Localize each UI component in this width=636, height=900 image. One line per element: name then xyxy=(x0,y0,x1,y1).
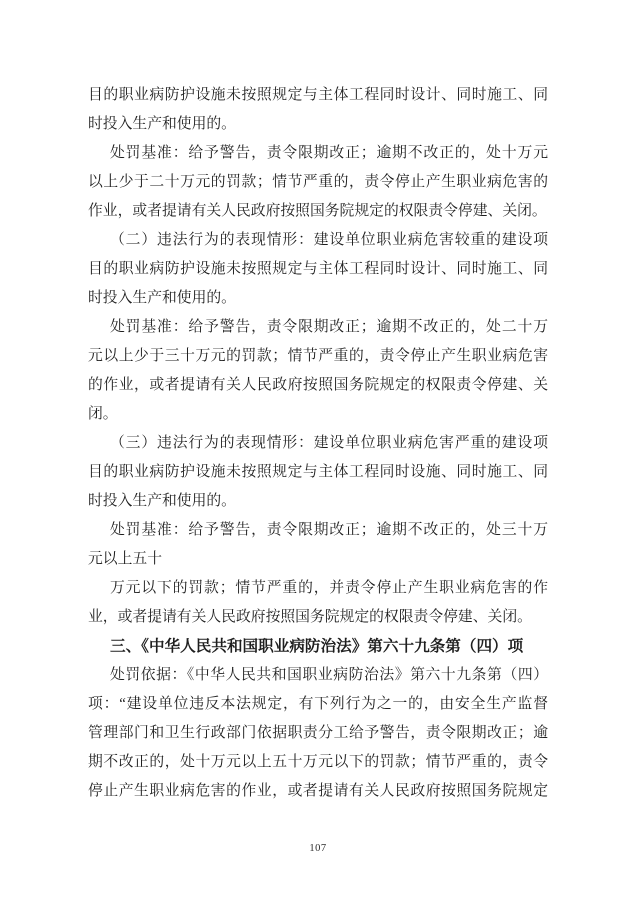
text-line: 目的职业病防护设施未按照规定与主体工程同时设计、同时施工、同 xyxy=(88,261,548,277)
text-line: 处罚依据：《中华人民共和国职业病防治法》第六十九条第（四） xyxy=(110,667,548,683)
section-heading: 三、《中华人民共和国职业病防治法》第六十九条第（四）项 xyxy=(110,638,524,655)
text-line: （三）违法行为的表现情形：建设单位职业病危害严重的建设项 xyxy=(110,435,548,451)
text-line: 的作业，或者提请有关人民政府按照国务院规定的权限责令停建、关 xyxy=(88,377,548,393)
text-line: 时投入生产和使用的。 xyxy=(88,116,236,132)
page-footer xyxy=(0,838,636,856)
text-line: 处罚基准：给予警告，责令限期改正；逾期不改正的，处三十万 xyxy=(110,522,548,538)
text-line: 闭。 xyxy=(88,406,118,422)
text-line: 项：“建设单位违反本法规定，有下列行为之一的，由安全生产监督 xyxy=(88,696,548,712)
text-line: 万元以下的罚款；情节严重的，并责令停止产生职业病危害的作 xyxy=(110,580,548,596)
text-line: 管理部门和卫生行政部门依据职责分工给予警告，责令限期改正；逾 xyxy=(88,725,548,741)
text-line: 元以上五十 xyxy=(88,551,162,567)
text-line: 期不改正的，处十万元以上五十万元以下的罚款；情节严重的，责令 xyxy=(88,754,548,770)
page-number: 107 xyxy=(309,843,327,854)
text-line: 停止产生职业病危害的作业，或者提请有关人民政府按照国务院规定 xyxy=(88,783,548,799)
text-line: 时投入生产和使用的。 xyxy=(88,493,236,509)
text-line: 处罚基准：给予警告，责令限期改正；逾期不改正的，处十万元 xyxy=(110,145,548,161)
text-line: 目的职业病防护设施未按照规定与主体工程同时设计、同时施工、同 xyxy=(88,87,548,103)
text-line: 处罚基准：给予警告，责令限期改正；逾期不改正的，处二十万 xyxy=(110,319,548,335)
text-line: 时投入生产和使用的。 xyxy=(88,290,236,306)
text-line: 作业，或者提请有关人民政府按照国务院规定的权限责令停建、关闭。 xyxy=(88,203,547,219)
text-line: 业，或者提请有关人民政府按照国务院规定的权限责令停建、关闭。 xyxy=(88,609,532,625)
text-line: 目的职业病防护设施未按照规定与主体工程同时设施、同时施工、同 xyxy=(88,464,548,480)
text-line: 以上少于二十万元的罚款；情节严重的，责令停止产生职业病危害的 xyxy=(88,174,548,190)
text-line: （二）违法行为的表现情形：建设单位职业病危害较重的建设项 xyxy=(110,232,548,248)
text-block xyxy=(88,81,548,806)
text-line: 元以上少于三十万元的罚款；情节严重的，责令停止产生职业病危害 xyxy=(88,348,548,364)
